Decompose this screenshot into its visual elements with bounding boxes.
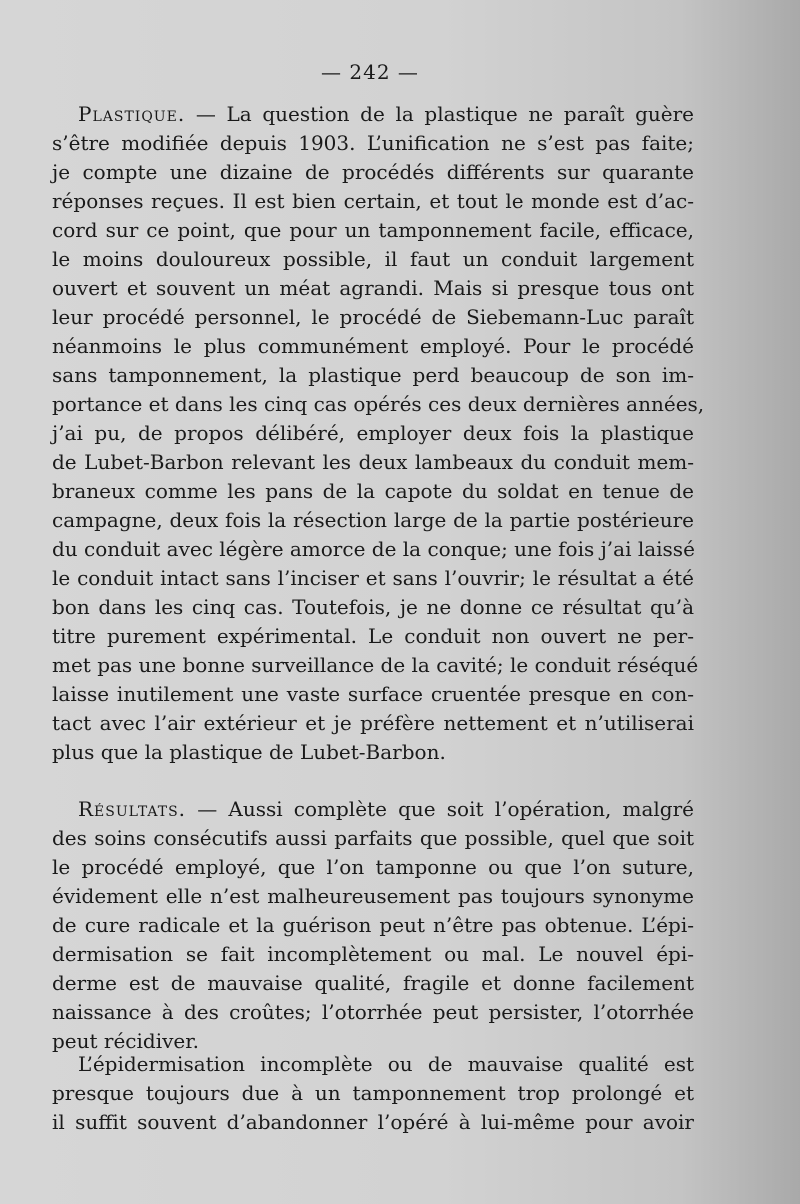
paragraph-line: derme est de mauvaise qualité, fragile et donne facilement xyxy=(52,971,694,995)
paragraph-line: cord sur ce point, que pour un tamponnement facile, efficace, xyxy=(52,218,694,242)
paragraph-line: sans tamponnement, la plastique perd beaucoup de son im- xyxy=(52,363,694,387)
section-heading-resultats: Résultats. xyxy=(78,797,187,821)
paragraph-line: de Lubet-Barbon relevant les deux lambeaux du conduit mem- xyxy=(52,450,694,474)
paragraph-line: néanmoins le plus communément employé. Pour le procédé xyxy=(52,334,694,358)
paragraph-line: portance et dans les cinq cas opérés ces deux dernières années, xyxy=(52,392,705,416)
paragraph-line: réponses reçues. Il est bien certain, et tout le monde est d’ac- xyxy=(52,189,694,213)
paragraph-line: j’ai pu, de propos délibéré, employer deux fois la plastique xyxy=(52,421,694,445)
paragraph-line: je compte une dizaine de procédés différents sur quarante xyxy=(52,160,694,184)
paragraph-line: titre purement expérimental. Le conduit non ouvert ne per- xyxy=(52,624,694,648)
paragraph-line: de cure radicale et la guérison peut n’être pas obtenue. L’épi- xyxy=(52,913,694,937)
section-heading-plastique: Plastique. xyxy=(78,102,186,126)
paragraph-line: le conduit intact sans l’inciser et sans l’ouvrir; le résultat a été xyxy=(52,566,694,590)
paragraph-line: dermisation se fait incomplètement ou mal. Le nouvel épi- xyxy=(52,942,694,966)
paragraph-line: peut récidiver. xyxy=(52,1029,199,1053)
paragraph-resultats xyxy=(52,795,694,1056)
paragraph-line: tact avec l’air extérieur et je préfère nettement et n’utiliserai xyxy=(52,711,694,735)
paragraph-line: le procédé employé, que l’on tamponne ou que l’on suture, xyxy=(52,855,694,879)
paragraph-line: s’être modifiée depuis 1903. L’unification ne s’est pas faite; xyxy=(52,131,694,155)
paragraph-line: des soins consécutifs aussi parfaits que possible, quel que soit xyxy=(52,826,694,850)
paragraph-line-text: — La question de la plastique ne paraît guère xyxy=(185,102,694,126)
paragraph-line-text: — Aussi complète que soit l’opération, malgré xyxy=(186,797,694,821)
page-number: — 242 — xyxy=(321,60,419,84)
paragraph-epidermisation xyxy=(52,1050,694,1137)
paragraph-plastique xyxy=(52,100,705,767)
paragraph-line: ouvert et souvent un méat agrandi. Mais si presque tous ont xyxy=(52,276,694,300)
paragraph-line: naissance à des croûtes; l’otorrhée peut persister, l’otorrhée xyxy=(52,1000,694,1024)
paragraph-line: leur procédé personnel, le procédé de Siebemann-Luc paraît xyxy=(52,305,694,329)
paragraph-line: du conduit avec légère amorce de la conque; une fois j’ai laissé xyxy=(52,537,695,561)
paragraph-line: presque toujours due à un tamponnement trop prolongé et xyxy=(52,1081,694,1105)
paragraph-line: évidement elle n’est malheureusement pas toujours synonyme xyxy=(52,884,694,908)
paragraph-line: laisse inutilement une vaste surface cruentée presque en con- xyxy=(52,682,694,706)
paragraph-line: campagne, deux fois la résection large de la partie postérieure xyxy=(52,508,694,532)
paragraph-line xyxy=(52,100,694,129)
paragraph-line: braneux comme les pans de la capote du soldat en tenue de xyxy=(52,479,694,503)
paragraph-line: plus que la plastique de Lubet-Barbon. xyxy=(52,740,446,764)
paragraph-line: il suffit souvent d’abandonner l’opéré à lui-même pour avoir xyxy=(52,1110,694,1134)
paragraph-line: bon dans les cinq cas. Toutefois, je ne donne ce résultat qu’à xyxy=(52,595,694,619)
paragraph-line: le moins douloureux possible, il faut un conduit largement xyxy=(52,247,694,271)
paragraph-line: L’épidermisation incomplète ou de mauvaise qualité est xyxy=(78,1052,694,1076)
paragraph-line xyxy=(52,795,694,824)
paragraph-line: met pas une bonne surveillance de la cavité; le conduit réséqué xyxy=(52,653,699,677)
